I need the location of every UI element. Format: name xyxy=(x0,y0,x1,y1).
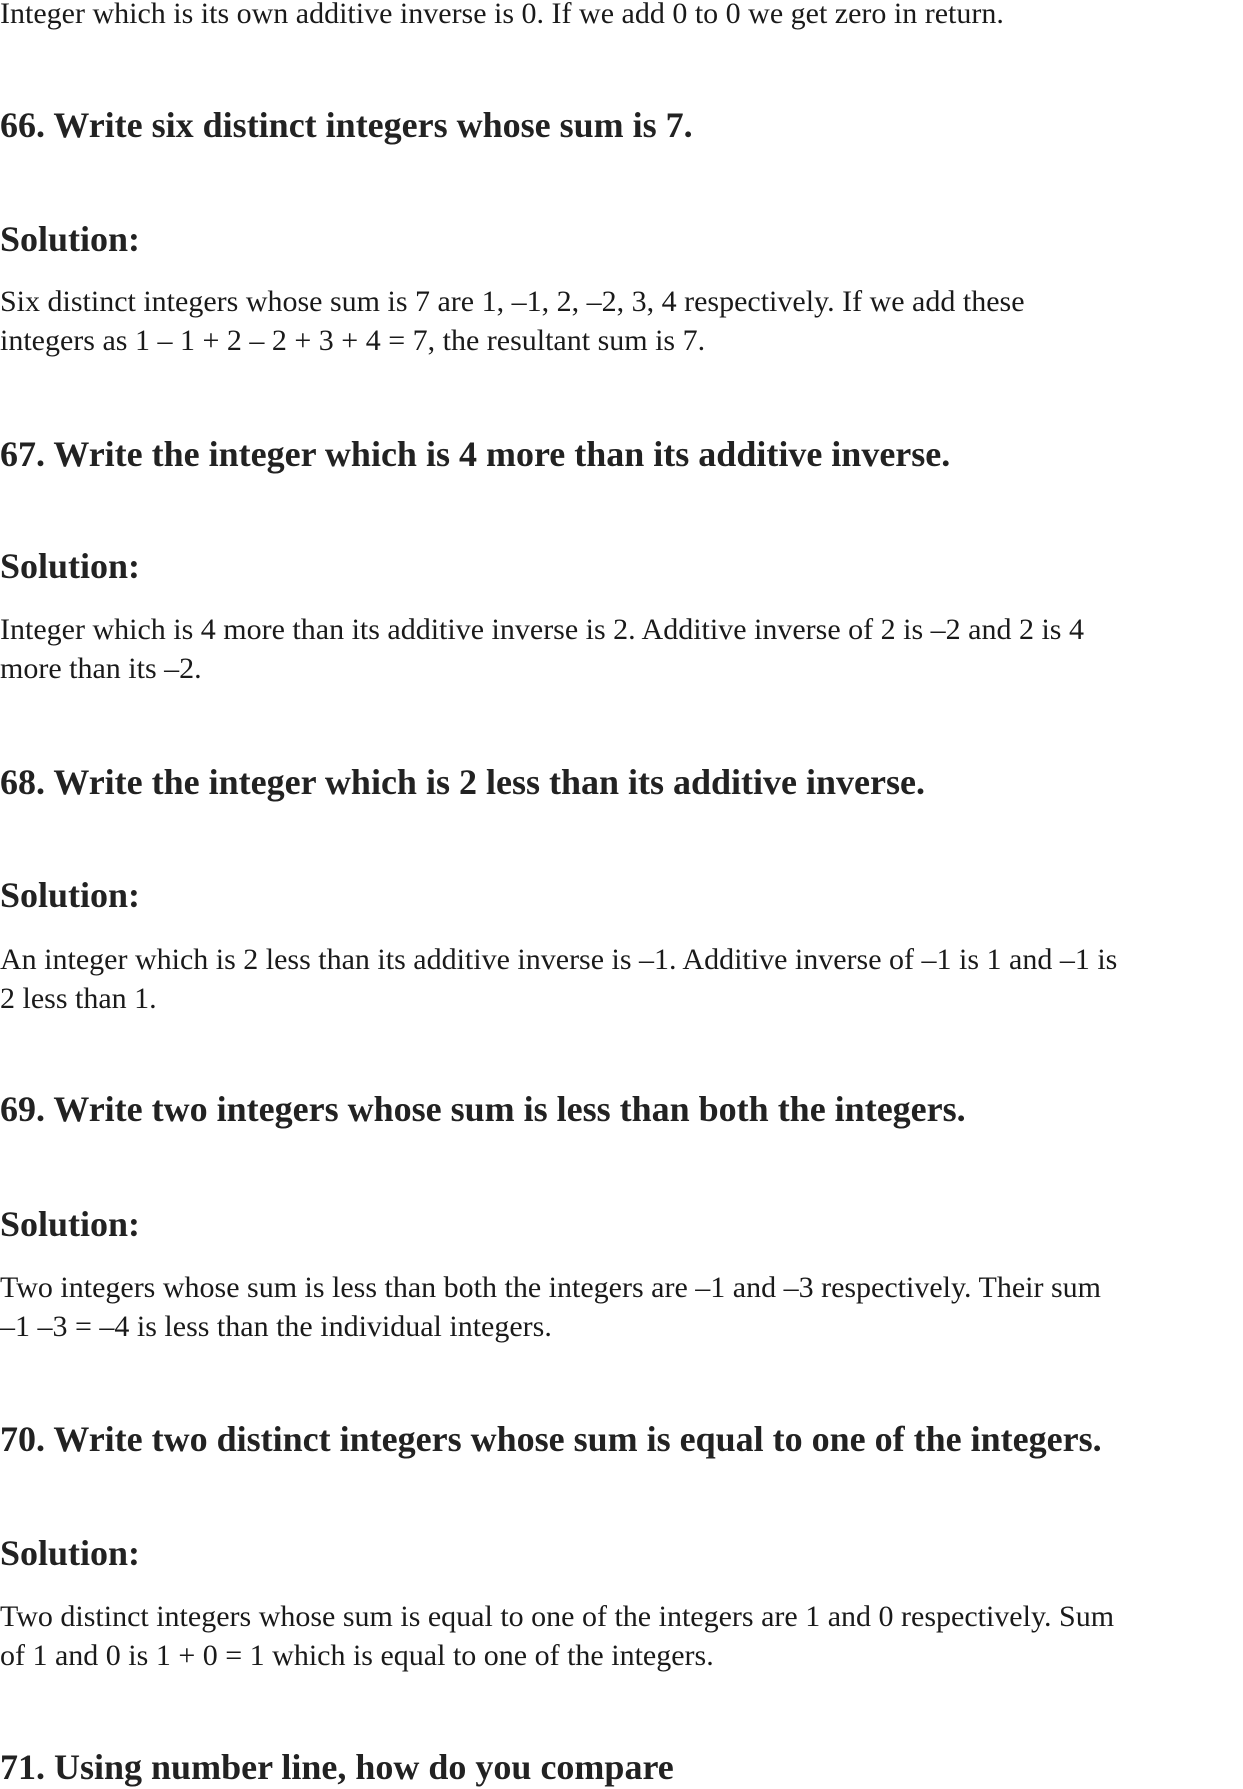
solution-label: Solution: xyxy=(0,875,141,915)
question-69-answer xyxy=(0,1268,1101,1346)
question-69-heading: 69. Write two integers whose sum is less than both the integers. xyxy=(0,1089,966,1129)
answer-line: of 1 and 0 is 1 + 0 = 1 which is equal to one of the integers. xyxy=(0,1639,714,1672)
answer-line: Six distinct integers whose sum is 7 are 1, –1, 2, –2, 3, 4 respectively. If we add these xyxy=(0,285,1025,318)
question-68-answer xyxy=(0,940,1117,1018)
answer-line: Two distinct integers whose sum is equal to one of the integers are 1 and 0 respectively. Sum xyxy=(0,1600,1115,1633)
question-67-heading: 67. Write the integer which is 4 more than its additive inverse. xyxy=(0,434,951,474)
answer-line: –1 –3 = –4 is less than the individual integers. xyxy=(0,1310,552,1343)
solution-label: Solution: xyxy=(0,1533,141,1573)
answer-line: Two integers whose sum is less than both the integers are –1 and –3 respectively. Their sum xyxy=(0,1271,1101,1304)
answer-line: more than its –2. xyxy=(0,652,202,685)
question-66-answer xyxy=(0,282,1025,360)
solution-label: Solution: xyxy=(0,1204,141,1244)
answer-line: Integer which is 4 more than its additive inverse is 2. Additive inverse of 2 is –2 and 2 is 4 xyxy=(0,613,1084,646)
answer-line: integers as 1 – 1 + 2 – 2 + 3 + 4 = 7, the resultant sum is 7. xyxy=(0,324,706,357)
question-67-answer xyxy=(0,610,1084,688)
answer-line: 2 less than 1. xyxy=(0,982,157,1015)
solution-label: Solution: xyxy=(0,219,141,259)
question-70-heading: 70. Write two distinct integers whose sum is equal to one of the integers. xyxy=(0,1419,1102,1459)
question-70-answer xyxy=(0,1597,1114,1675)
question-71-heading: 71. Using number line, how do you compare xyxy=(0,1747,674,1787)
answer-line: An integer which is 2 less than its additive inverse is –1. Additive inverse of –1 is 1 and –1 is xyxy=(0,943,1118,976)
question-68-heading: 68. Write the integer which is 2 less than its additive inverse. xyxy=(0,762,925,802)
solution-label: Solution: xyxy=(0,546,141,586)
question-66-heading: 66. Write six distinct integers whose sum is 7. xyxy=(0,105,693,145)
intro-line: Integer which is its own additive inverse is 0. If we add 0 to 0 we get zero in return. xyxy=(0,0,1004,30)
